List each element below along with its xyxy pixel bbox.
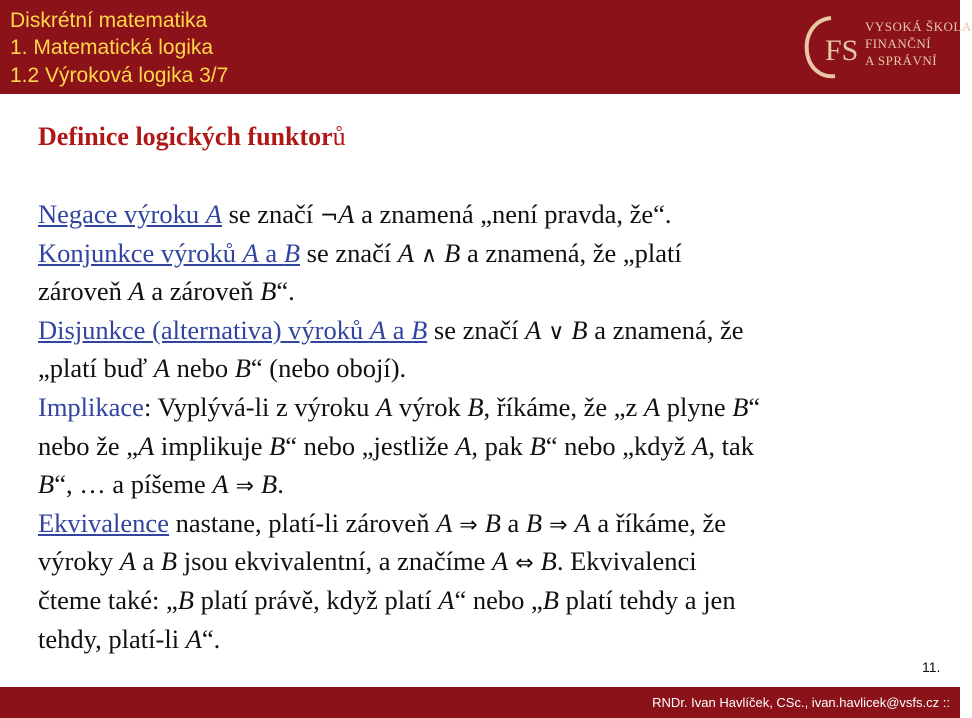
- negation-definition: Negace výroku A se značí ¬A a znamená „není pravda, že“.: [38, 199, 672, 229]
- slide-body: Negace výroku A se značí ¬A a znamená „není pravda, že“. Konjunkce výroků A a B se značí A ∧ B a znamená, že „platí zároveň A a zároveň B“. Disjunkce (alternativa) výroků A a B se značí A ∨ B a znamená, že „platí buď A nebo B“ (nebo obojí). Implikace: Vyplývá-li z výroku A výrok B, říkáme, že „z A plyne B“ nebo že „A implikuje B“ nebo „jestliže A, pak B“ nebo „když A, tak B“, … a píšeme A ⇒ B. Ekvivalence nastane, platí-li zároveň A ⇒ B a B ⇒ A a říkáme, že výroky A a B jsou ekvivalentní, a značíme A ⇔ B. Ekvivalenci čteme také: „B platí právě, když platí A“ nebo „B platí tehdy a jen tehdy, platí-li A“.: [38, 195, 938, 658]
- equivalence-term: Ekvivalence: [38, 507, 169, 538]
- disjunction-definition: Disjunkce (alternativa) výroků A a B se značí A ∨ B a znamená, že: [38, 314, 744, 345]
- footer-bar: [0, 687, 960, 718]
- conjunction-term: Konjunkce výroků A a B: [38, 237, 300, 268]
- implication-definition: Implikace: Vyplývá-li z výroku A výrok B, říkáme, že „z A plyne B“: [38, 391, 761, 422]
- svg-text:FS: FS: [825, 34, 859, 67]
- slide-heading: Definice logických funktorů: [38, 122, 346, 151]
- course-title: Diskrétní matematika: [10, 9, 208, 32]
- author-contact: RNDr. Ivan Havlíček, CSc., ivan.havlicek@vsfs.cz ::: [652, 695, 950, 710]
- page-number: 11.: [922, 659, 941, 675]
- equivalence-definition: Ekvivalence nastane, platí-li zároveň A ⇒ B a B ⇒ A a říkáme, že: [38, 507, 727, 538]
- section-title: 1.2 Výroková logika 3/7: [10, 64, 229, 87]
- school-emblem-icon: [795, 10, 863, 86]
- school-logo: [795, 10, 972, 86]
- negation-term: Negace výroku A: [38, 199, 222, 229]
- implication-term: Implikace: [38, 391, 144, 422]
- conjunction-definition: Konjunkce výroků A a B se značí A ∧ B a znamená, že „platí: [38, 237, 682, 268]
- school-name: VYSOKÁ ŠKOLA FINANČNÍ A SPRÁVNÍ: [865, 19, 972, 68]
- disjunction-term: Disjunkce (alternativa) výroků A a B: [38, 314, 428, 345]
- chapter-title: 1. Matematická logika: [10, 36, 214, 59]
- header-bar: [0, 0, 972, 94]
